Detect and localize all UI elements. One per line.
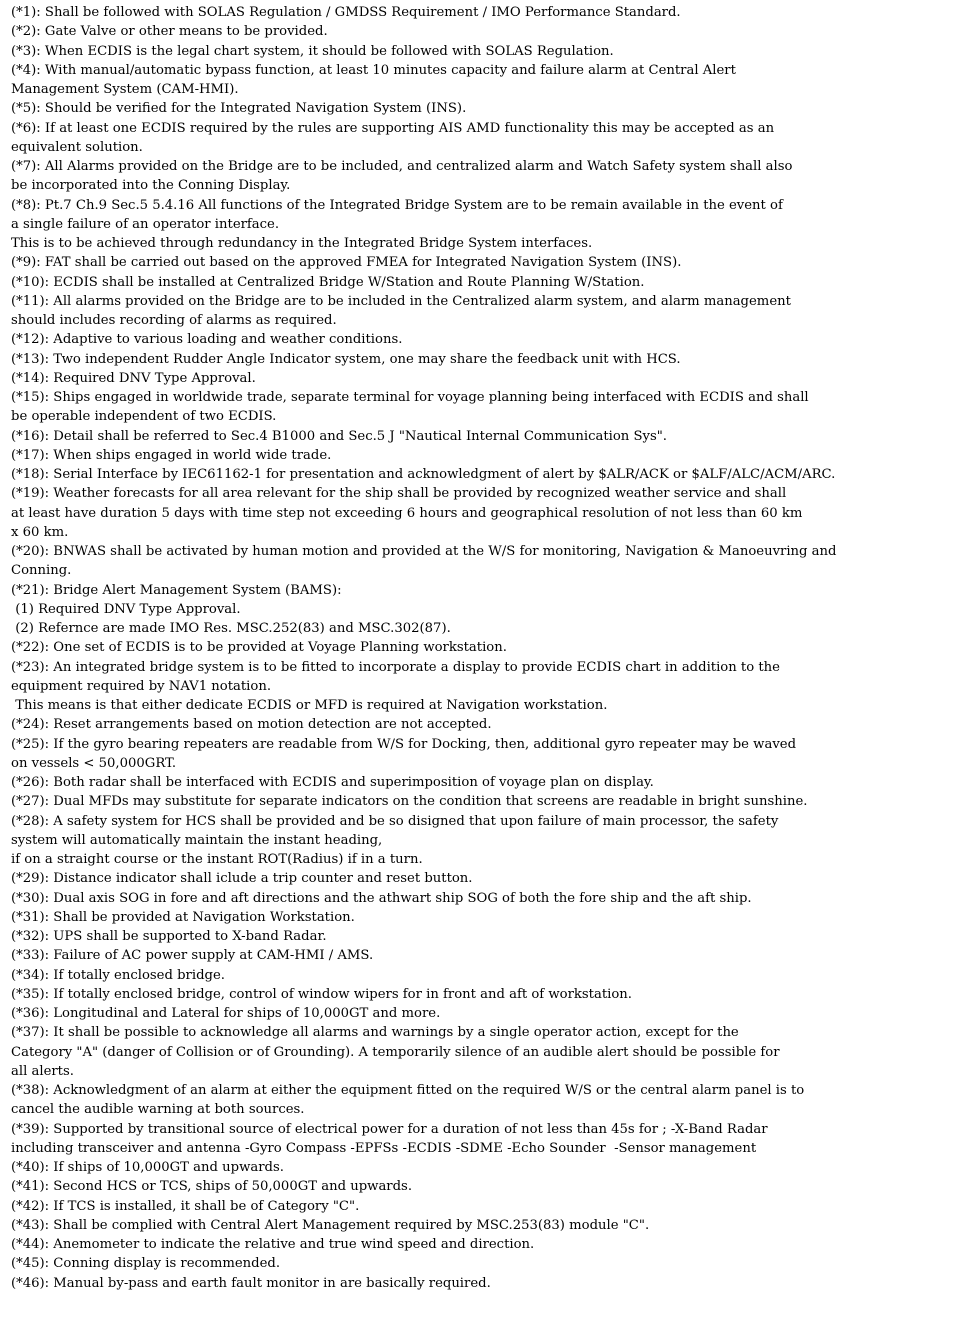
note-line: system will automatically maintain the instant heading, bbox=[11, 832, 383, 848]
note-line: a single failure of an operator interface. bbox=[11, 216, 280, 232]
note-line: (*8): Pt.7 Ch.9 Sec.5 5.4.16 All functions of the Integrated Bridge System are to be remain available in the event of bbox=[11, 197, 783, 213]
note-line: (*15): Ships engaged in worldwide trade, separate terminal for voyage planning being interfaced with ECDIS and shall bbox=[11, 390, 809, 405]
note-line: (*17): When ships engaged in world wide trade. bbox=[11, 447, 332, 463]
note-line: on vessels < 50,000GRT. bbox=[11, 755, 177, 771]
note-line: including transceiver and antenna -Gyro Compass -EPFSs -ECDIS -SDME -Echo Sounder -Sensor management bbox=[11, 1140, 757, 1156]
note-line: (2) Refernce are made IMO Res. MSC.252(83) and MSC.302(87). bbox=[11, 621, 451, 636]
note-line: (*22): One set of ECDIS is to be provided at Voyage Planning workstation. bbox=[11, 640, 507, 656]
note-line: Category "A" (danger of Collision or of Grounding). A temporarily silence of an audible alert should be possible for bbox=[11, 1044, 780, 1060]
note-line: (*23): An integrated bridge system is to be fitted to incorporate a display to provide ECDIS chart in addition to the bbox=[11, 659, 780, 675]
note-line: (*34): If totally enclosed bridge. bbox=[11, 967, 225, 983]
note-line: (*38): Acknowledgment of an alarm at either the equipment fitted on the required W/S or the central alarm panel is to bbox=[11, 1083, 805, 1098]
note-line: if on a straight course or the instant ROT(Radius) if in a turn. bbox=[11, 852, 423, 867]
note-line: (*26): Both radar shall be interfaced with ECDIS and superimposition of voyage plan on display. bbox=[11, 775, 654, 790]
note-line: (*30): Dual axis SOG in fore and aft directions and the athwart ship SOG of both the fore ship and the aft ship. bbox=[11, 890, 752, 906]
note-line: (*10): ECDIS shall be installed at Centralized Bridge W/Station and Route Planning W/Station. bbox=[11, 274, 645, 290]
note-line: (*19): Weather forecasts for all area relevant for the ship shall be provided by recognized weather service and shall bbox=[11, 486, 787, 502]
notes-document bbox=[11, 3, 953, 1293]
note-line: (*37): It shall be possible to acknowledge all alarms and warnings by a single operator action, except for the bbox=[11, 1025, 739, 1041]
note-line: (*16): Detail shall be referred to Sec.4 B1000 and Sec.5 J "Nautical Internal Communication Sys". bbox=[11, 428, 667, 444]
note-line: (*5): Should be verified for the Integrated Navigation System (INS). bbox=[11, 101, 467, 117]
note-line: (*1): Shall be followed with SOLAS Regulation / GMDSS Requirement / IMO Performance Standard. bbox=[11, 5, 681, 20]
note-line: all alerts. bbox=[11, 1063, 74, 1079]
note-line: (*24): Reset arrangements based on motion detection are not accepted. bbox=[11, 717, 492, 733]
note-line: (*25): If the gyro bearing repeaters are readable from W/S for Docking, then, additional gyro repeater may be waved bbox=[11, 736, 797, 752]
note-line: (*3): When ECDIS is the legal chart system, it should be followed with SOLAS Regulation. bbox=[11, 43, 614, 59]
note-line: (*44): Anemometer to indicate the relative and true wind speed and direction. bbox=[11, 1237, 535, 1252]
note-line: cancel the audible warning at both sources. bbox=[11, 1102, 305, 1118]
note-line: (*27): Dual MFDs may substitute for separate indicators on the condition that screens are readable in bright sunshine. bbox=[11, 794, 808, 810]
note-line: (*12): Adaptive to various loading and weather conditions. bbox=[11, 332, 403, 348]
note-line: (*21): Bridge Alert Management System (BAMS): bbox=[11, 582, 342, 598]
note-line: This is to be achieved through redundancy in the Integrated Bridge System interfaces. bbox=[11, 236, 593, 251]
note-line: (*11): All alarms provided on the Bridge are to be included in the Centralized alarm system, and alarm management bbox=[11, 293, 791, 309]
note-line: (*2): Gate Valve or other means to be provided. bbox=[11, 24, 328, 40]
note-line: (*29): Distance indicator shall iclude a trip counter and reset button. bbox=[11, 871, 473, 887]
note-line: (*33): Failure of AC power supply at CAM-HMI / AMS. bbox=[11, 948, 374, 964]
note-line: Conning. bbox=[11, 563, 72, 579]
note-line: be operable independent of two ECDIS. bbox=[11, 409, 277, 425]
note-line: (*46): Manual by-pass and earth fault monitor in are basically required. bbox=[11, 1275, 491, 1291]
note-line: be incorporated into the Conning Display. bbox=[11, 178, 291, 194]
note-line: (1) Required DNV Type Approval. bbox=[11, 601, 241, 617]
note-line: (*32): UPS shall be supported to X-band Radar. bbox=[11, 929, 327, 944]
note-line: (*40): If ships of 10,000GT and upwards. bbox=[11, 1160, 284, 1175]
note-line: (*42): If TCS is installed, it shall be of Category "C". bbox=[11, 1198, 360, 1214]
note-line: (*13): Two independent Rudder Angle Indicator system, one may share the feedback unit with HCS. bbox=[11, 351, 681, 367]
note-line: equipment required by NAV1 notation. bbox=[11, 678, 272, 694]
note-line: (*4): With manual/automatic bypass function, at least 10 minutes capacity and failure alarm at Central Alert bbox=[11, 62, 736, 78]
note-line: (*14): Required DNV Type Approval. bbox=[11, 370, 256, 386]
note-line: (*45): Conning display is recommended. bbox=[11, 1256, 281, 1272]
note-line: (*28): A safety system for HCS shall be provided and be so disigned that upon failure of main processor, the safety bbox=[11, 813, 779, 829]
note-line: (*41): Second HCS or TCS, ships of 50,000GT and upwards. bbox=[11, 1179, 413, 1195]
note-line: Management System (CAM-HMI). bbox=[11, 82, 239, 97]
note-line: (*31): Shall be provided at Navigation Workstation. bbox=[11, 909, 355, 925]
note-line: (*36): Longitudinal and Lateral for ships of 10,000GT and more. bbox=[11, 1006, 441, 1021]
note-line: (*39): Supported by transitional source of electrical power for a duration of not less than 45s for ; -X-Band Radar bbox=[11, 1121, 768, 1137]
note-line: This means is that either dedicate ECDIS or MFD is required at Navigation workstation. bbox=[11, 698, 608, 713]
note-line: at least have duration 5 days with time step not exceeding 6 hours and geographical resolution of not less than 60 km bbox=[11, 505, 803, 521]
note-line: (*35): If totally enclosed bridge, control of window wipers for in front and aft of workstation. bbox=[11, 986, 632, 1002]
note-line: should includes recording of alarms as required. bbox=[11, 313, 337, 328]
note-line: equivalent solution. bbox=[11, 139, 143, 155]
note-line: (*6): If at least one ECDIS required by the rules are supporting AIS AMD functionality this may be accepted as an bbox=[11, 120, 775, 136]
note-line: (*20): BNWAS shall be activated by human motion and provided at the W/S for monitoring, Navigation & Manoeuvring and bbox=[11, 544, 837, 559]
note-line: (*18): Serial Interface by IEC61162-1 for presentation and acknowledgment of alert by $ALR/ACK or $ALF/ALC/ACM/ARC. bbox=[11, 467, 836, 482]
note-line: x 60 km. bbox=[11, 524, 69, 540]
note-line: (*43): Shall be complied with Central Alert Management required by MSC.253(83) module "C". bbox=[11, 1217, 650, 1233]
note-line: (*7): All Alarms provided on the Bridge are to be included, and centralized alarm and Watch Safety system shall also bbox=[11, 159, 793, 174]
note-line: (*9): FAT shall be carried out based on the approved FMEA for Integrated Navigation System (INS). bbox=[11, 255, 682, 271]
